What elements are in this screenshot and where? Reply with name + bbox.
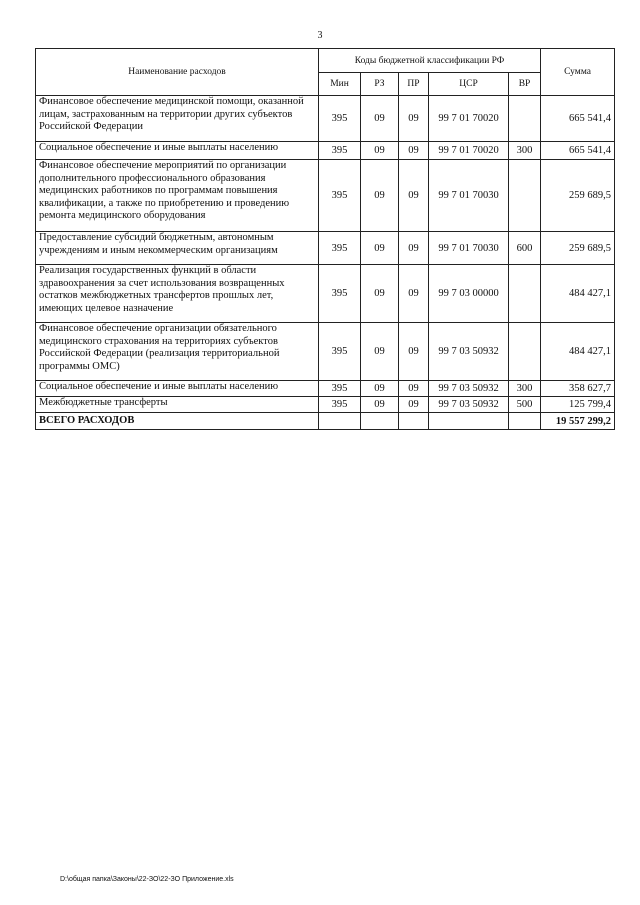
- total-row: [36, 413, 615, 430]
- row-rz: 09: [361, 96, 399, 142]
- row-min: 395: [319, 142, 361, 160]
- row-csr: 99 7 01 70020: [429, 142, 509, 160]
- file-path-footer: D:\общая папка\Законы\22-ЗО\22-ЗО Приложение.xls: [60, 876, 234, 883]
- row-csr: 99 7 03 50932: [429, 381, 509, 397]
- row-name: Финансовое обеспечение организации обязательного медицинского страхования на территориях субъектов Российской Федерации (реализация территориальной программы ОМС): [36, 323, 319, 381]
- row-name: Социальное обеспечение и иные выплаты населению: [36, 381, 319, 397]
- row-min: 395: [319, 160, 361, 232]
- row-min: 395: [319, 232, 361, 265]
- row-csr: 99 7 01 70030: [429, 232, 509, 265]
- row-rz: 09: [361, 381, 399, 397]
- row-sum: 125 799,4: [541, 397, 615, 413]
- table-row: [36, 397, 615, 413]
- table-row: [36, 142, 615, 160]
- header-vr: ВР: [509, 73, 541, 96]
- row-min: 395: [319, 96, 361, 142]
- table-row: [36, 265, 615, 323]
- row-sum: 259 689,5: [541, 232, 615, 265]
- row-vr: [509, 323, 541, 381]
- total-sum: 19 557 299,2: [541, 413, 615, 430]
- row-min: 395: [319, 381, 361, 397]
- row-vr: 500: [509, 397, 541, 413]
- header-min: Мин: [319, 73, 361, 96]
- row-pr: 09: [399, 381, 429, 397]
- row-csr: 99 7 03 50932: [429, 397, 509, 413]
- header-rz: РЗ: [361, 73, 399, 96]
- row-rz: 09: [361, 232, 399, 265]
- row-rz: 09: [361, 160, 399, 232]
- page-number: 3: [317, 30, 323, 41]
- total-label: ВСЕГО РАСХОДОВ: [36, 413, 319, 430]
- row-pr: 09: [399, 96, 429, 142]
- row-csr: 99 7 03 00000: [429, 265, 509, 323]
- row-sum: 358 627,7: [541, 381, 615, 397]
- row-sum: 665 541,4: [541, 96, 615, 142]
- row-sum: 484 427,1: [541, 323, 615, 381]
- row-min: 395: [319, 323, 361, 381]
- table-row: [36, 232, 615, 265]
- row-pr: 09: [399, 142, 429, 160]
- row-vr: 600: [509, 232, 541, 265]
- row-vr: [509, 160, 541, 232]
- row-name: Реализация государственных функций в области здравоохранения за счет использования возвращенных остатков межбюджетных трансфертов прошлых лет, имеющих целевое назначение: [36, 265, 319, 323]
- table-row: [36, 381, 615, 397]
- row-vr: [509, 96, 541, 142]
- row-min: 395: [319, 397, 361, 413]
- header-name: Наименование расходов: [36, 49, 319, 96]
- row-rz: 09: [361, 142, 399, 160]
- row-pr: 09: [399, 160, 429, 232]
- row-rz: 09: [361, 397, 399, 413]
- header-sum: Сумма: [541, 49, 615, 96]
- row-sum: 484 427,1: [541, 265, 615, 323]
- row-min: 395: [319, 265, 361, 323]
- table-row: [36, 323, 615, 381]
- row-csr: 99 7 01 70020: [429, 96, 509, 142]
- row-sum: 665 541,4: [541, 142, 615, 160]
- row-rz: 09: [361, 323, 399, 381]
- row-pr: 09: [399, 265, 429, 323]
- row-name: Финансовое обеспечение мероприятий по организации дополнительного профессионального образования медицинских работников по программам повышения квалификации, а также по приобретению и проведению ремонта медицинского оборудования: [36, 160, 319, 232]
- row-pr: 09: [399, 397, 429, 413]
- row-pr: 09: [399, 323, 429, 381]
- row-vr: [509, 265, 541, 323]
- header-codes: Коды бюджетной классификации РФ: [319, 49, 541, 73]
- row-pr: 09: [399, 232, 429, 265]
- table-row: [36, 160, 615, 232]
- header-pr: ПР: [399, 73, 429, 96]
- row-name: Предоставление субсидий бюджетным, автономным учреждениям и иным некоммерческим организациям: [36, 232, 319, 265]
- row-vr: 300: [509, 142, 541, 160]
- row-csr: 99 7 01 70030: [429, 160, 509, 232]
- row-name: Межбюджетные трансферты: [36, 397, 319, 413]
- header-csr: ЦСР: [429, 73, 509, 96]
- table-row: [36, 96, 615, 142]
- row-vr: 300: [509, 381, 541, 397]
- budget-table: [35, 48, 615, 430]
- row-name: Социальное обеспечение и иные выплаты населению: [36, 142, 319, 160]
- row-name: Финансовое обеспечение медицинской помощи, оказанной лицам, застрахованным на территории других субъектов Российской Федерации: [36, 96, 319, 142]
- row-sum: 259 689,5: [541, 160, 615, 232]
- row-csr: 99 7 03 50932: [429, 323, 509, 381]
- row-rz: 09: [361, 265, 399, 323]
